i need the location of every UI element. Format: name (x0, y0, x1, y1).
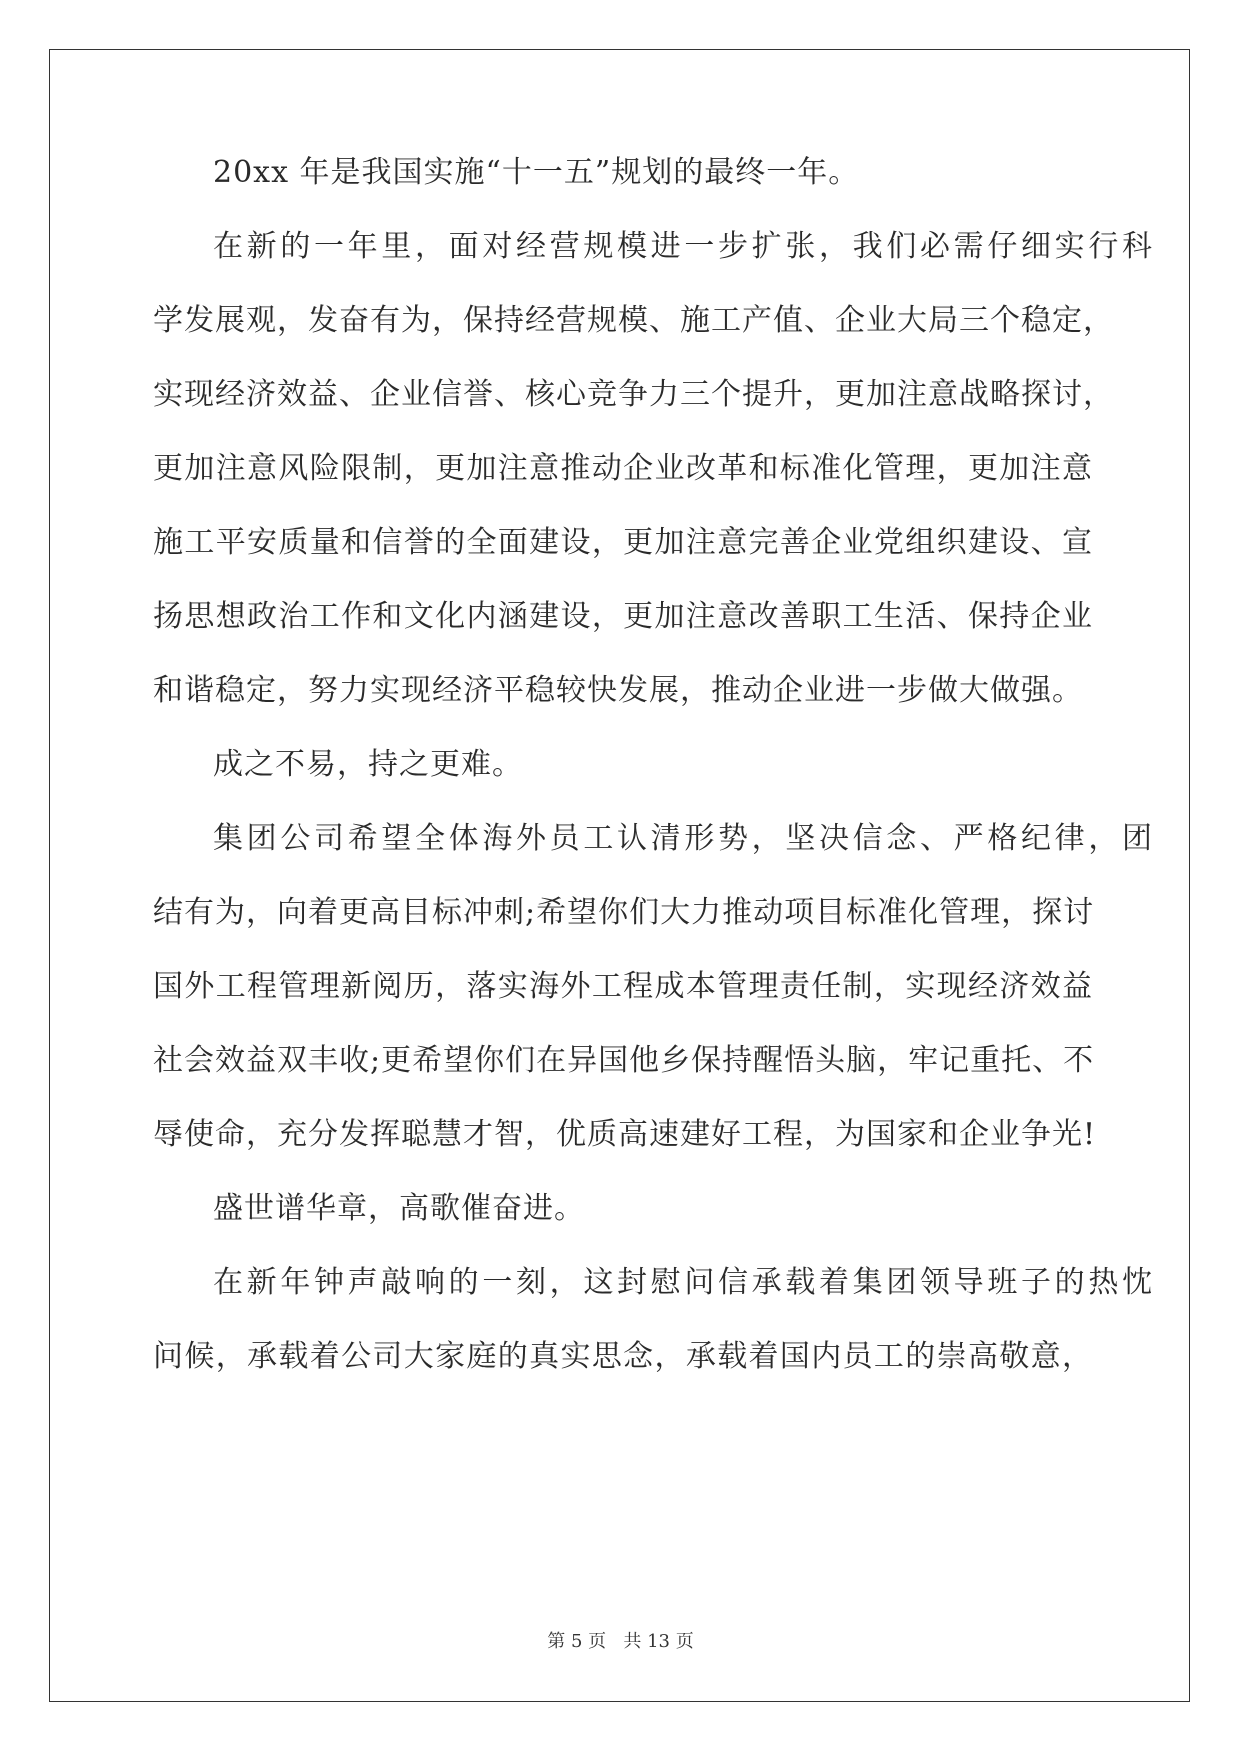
paragraph-line: 辱使命，充分发挥聪慧才智，优质高速建好工程，为国家和企业争光! (153, 1117, 1097, 1152)
paragraph-line: 实现经济效益、企业信誉、核心竞争力三个提升，更加注意战略探讨， (153, 377, 1114, 412)
paragraph-line: 集团公司希望全体海外员工认清形势，坚决信念、严格纪律，团 (213, 821, 1153, 856)
page-total: 共 13 页 (623, 1631, 694, 1652)
paragraph-line: 扬思想政治工作和文化内涵建设，更加注意改善职工生活、保持企业 (153, 599, 1093, 634)
paragraph-line: 更加注意风险限制，更加注意推动企业改革和标准化管理，更加注意 (153, 451, 1093, 486)
page-number: 第 5 页 (547, 1631, 607, 1652)
page-footer (0, 1630, 1241, 1654)
paragraph-line: 学发展观，发奋有为，保持经营规模、施工产值、企业大局三个稳定， (153, 303, 1114, 338)
paragraph-line: 施工平安质量和信誉的全面建设，更加注意完善企业党组织建设、宣 (153, 525, 1093, 560)
paragraph-line: 在新的一年里，面对经营规模进一步扩张，我们必需仔细实行科 (213, 229, 1153, 264)
paragraph-line: 20xx 年是我国实施“十一五”规划的最终一年。 (213, 155, 860, 190)
page-border (49, 49, 1190, 1702)
paragraph-line: 国外工程管理新阅历，落实海外工程成本管理责任制，实现经济效益 (153, 969, 1093, 1004)
paragraph-line: 在新年钟声敲响的一刻，这封慰问信承载着集团领导班子的热忱 (213, 1265, 1153, 1300)
paragraph-line: 成之不易，持之更难。 (213, 747, 523, 782)
paragraph-line: 结有为，向着更高目标冲刺;希望你们大力推动项目标准化管理，探讨 (153, 895, 1095, 930)
paragraph-line: 和谐稳定，努力实现经济平稳较快发展，推动企业进一步做大做强。 (153, 673, 1083, 708)
paragraph-line: 问候，承载着公司大家庭的真实思念，承载着国内员工的崇高敬意， (153, 1339, 1093, 1374)
paragraph-line: 盛世谱华章，高歌催奋进。 (213, 1191, 585, 1226)
paragraph-line: 社会效益双丰收;更希望你们在异国他乡保持醒悟头脑，牢记重托、不 (153, 1043, 1095, 1078)
